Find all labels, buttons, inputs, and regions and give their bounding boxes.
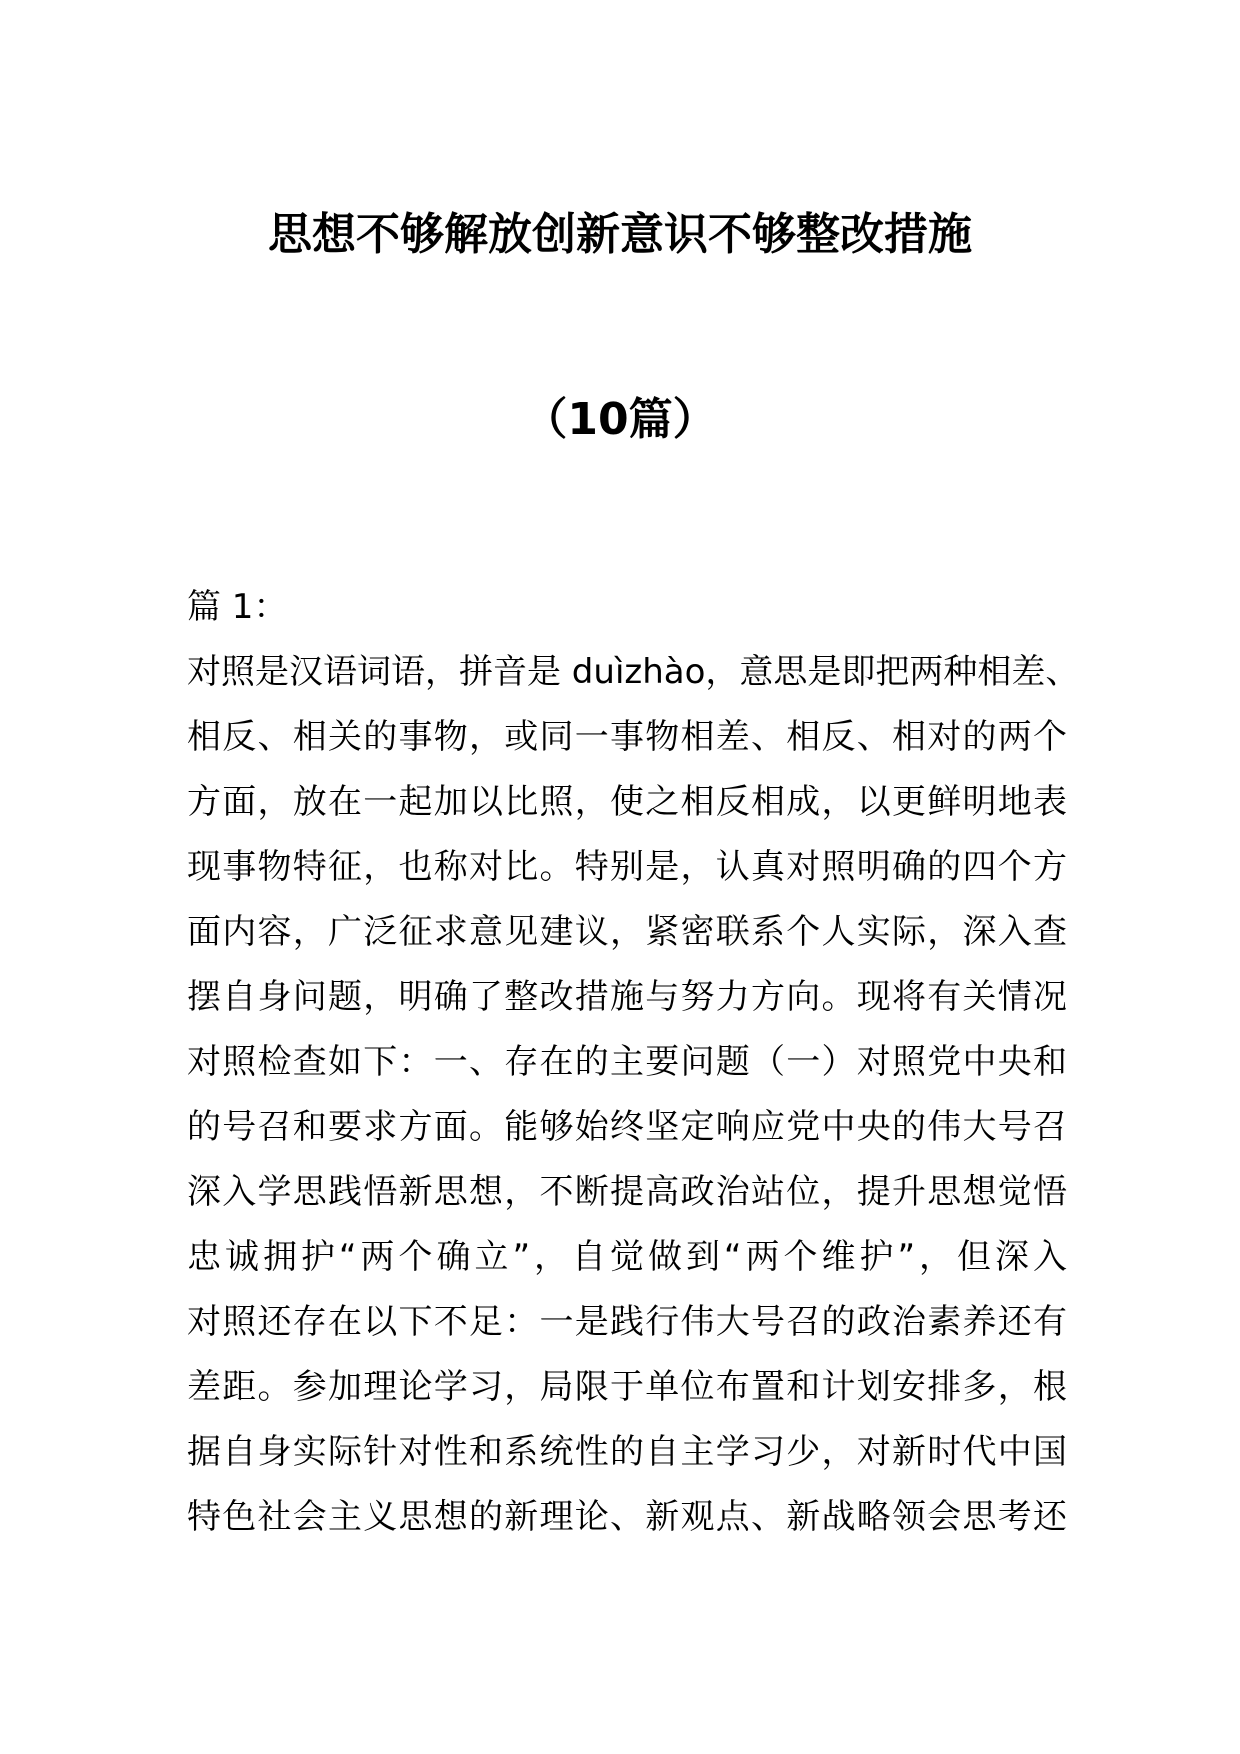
- document-subtitle: （10篇）: [523, 394, 717, 445]
- paragraph-line: 摆自身问题，明确了整改措施与努力方向。现将有关情况: [187, 977, 1067, 1017]
- paragraph-line: 面内容，广泛征求意见建议，紧密联系个人实际，深入查: [187, 912, 1067, 952]
- paragraph-line: 方面，放在一起加以比照，使之相反相成，以更鲜明地表: [187, 782, 1067, 822]
- paragraph-line: 的号召和要求方面。能够始终坚定响应党中央的伟大号召: [187, 1107, 1067, 1147]
- paragraph-line: 对照是汉语词语，拼音是 duìzhào，意思是即把两种相差、: [187, 652, 1080, 692]
- document-title: 思想不够解放创新意识不够整改措施: [268, 209, 972, 260]
- paragraph-line: 相反、相关的事物，或同一事物相差、相反、相对的两个: [187, 717, 1067, 757]
- paragraph-line: 忠诚拥护“两个确立”，自觉做到“两个维护”，但深入: [187, 1237, 1067, 1277]
- paragraph-line: 深入学思践悟新思想，不断提高政治站位，提升思想觉悟: [187, 1172, 1067, 1212]
- paragraph-line: 对照检查如下：一、存在的主要问题（一）对照党中央和: [187, 1042, 1067, 1082]
- section-label: 篇 1：: [187, 587, 288, 627]
- paragraph-line: 特色社会主义思想的新理论、新观点、新战略领会思考还: [187, 1497, 1067, 1537]
- paragraph-line: 现事物特征，也称对比。特别是，认真对照明确的四个方: [187, 847, 1067, 887]
- paragraph-line: 据自身实际针对性和系统性的自主学习少，对新时代中国: [187, 1432, 1067, 1472]
- document-body: [187, 575, 1080, 1550]
- paragraph-line: 差距。参加理论学习，局限于单位布置和计划安排多，根: [187, 1367, 1067, 1407]
- paragraph-line: 对照还存在以下不足：一是践行伟大号召的政治素养还有: [187, 1302, 1067, 1342]
